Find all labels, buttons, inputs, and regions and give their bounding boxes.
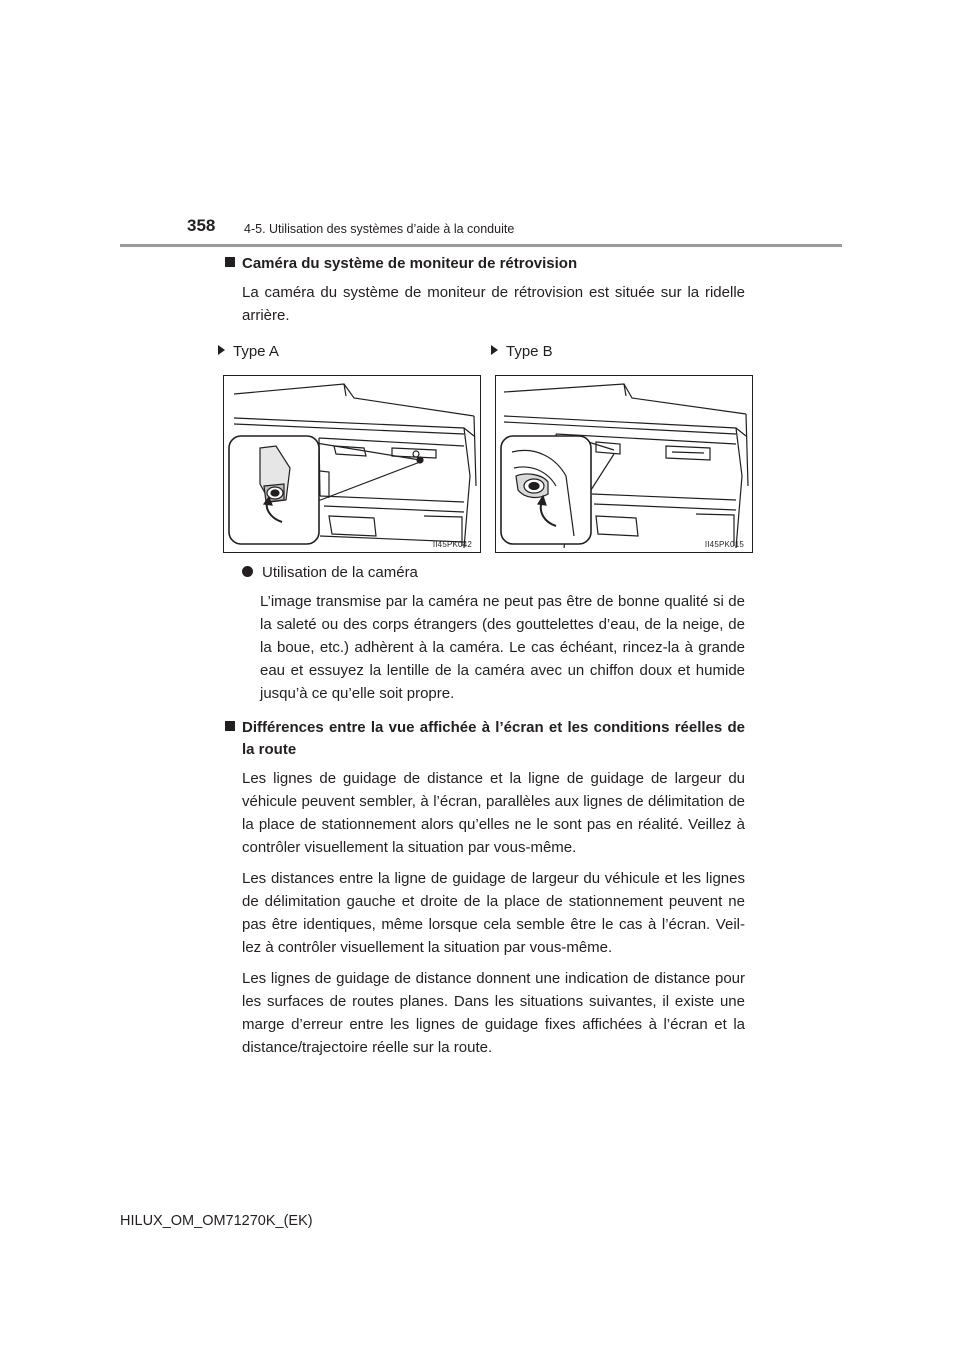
type-b-label: [491, 341, 553, 363]
type-a-text: Type A: [233, 343, 279, 360]
section-heading-camera: [225, 253, 745, 275]
type-a-label: [218, 341, 279, 363]
tailgate-camera-illustration-b: [496, 376, 752, 552]
camera-figures: [223, 375, 745, 555]
page-content: [225, 253, 745, 1067]
tailgate-camera-illustration-a: [224, 376, 480, 552]
sub-heading-camera-use: [242, 562, 745, 584]
header-rule: [120, 244, 842, 247]
triangle-bullet-icon: [491, 345, 498, 355]
running-header: 4-5. Utilisation des systèmes d’aide à la conduite: [244, 222, 515, 236]
section-heading-differences: [225, 717, 745, 761]
sub-heading-text: Utilisation de la caméra: [262, 564, 418, 581]
triangle-bullet-icon: [218, 345, 225, 355]
circle-bullet-icon: [242, 566, 253, 577]
square-bullet-icon: [225, 257, 235, 267]
section-heading-text: Caméra du système de moniteur de rétrovision: [242, 255, 578, 272]
section-heading-text: Différences entre la vue affichée à l’écran et les conditions réelles de la route: [242, 719, 745, 758]
figure-type-a: [223, 375, 481, 553]
differences-paragraph-2: Les distances entre la ligne de guidage de largeur du véhicule et les lignes de délimitation gauche et droite de la place de stationnement peuvent ne pas être identiques, même lorsque cela semble être le cas à l’écran. Veil-lez à contrôler visuellement la situation par vous-même.: [242, 870, 745, 956]
square-bullet-icon: [225, 721, 235, 731]
type-labels: [218, 341, 745, 365]
type-b-text: Type B: [506, 343, 553, 360]
figure-type-b: [495, 375, 753, 553]
camera-location-text: La caméra du système de moniteur de rétrovision est située sur la ridelle arrière.: [242, 284, 745, 324]
figure-a-code: II45PK042: [432, 540, 472, 549]
figure-b-code: II45PK015: [704, 540, 744, 549]
document-code: HILUX_OM_OM71270K_(EK): [120, 1213, 313, 1229]
camera-use-text: L’image transmise par la caméra ne peut pas être de bonne qualité si de la saleté ou des corps étrangers (des gouttelettes d’eau, de la neige, de la boue, etc.) adhèrent à la caméra. Le cas échéant, rincez-la à grande eau et essuyez la lentille de la caméra avec un chiffon doux et humide jusqu’à ce qu’elle soit propre.: [260, 593, 745, 702]
differences-paragraph-3: Les lignes de guidage de distance donnent une indication de distance pour les surfaces de routes planes. Dans les situations suivantes, il existe une marge d’erreur entre les lignes de guidage fixes affichées à l’écran et la distance/trajectoire réelle sur la route.: [242, 970, 745, 1056]
differences-paragraph-1: Les lignes de guidage de distance et la ligne de guidage de largeur du véhicule peuvent sembler, à l’écran, parallèles aux lignes de délimitation de la place de stationnement alors qu’elles ne le sont pas en réalité. Veillez à contrôler visuellement la situation par vous-même.: [242, 770, 745, 856]
page-number: 358: [187, 216, 216, 235]
